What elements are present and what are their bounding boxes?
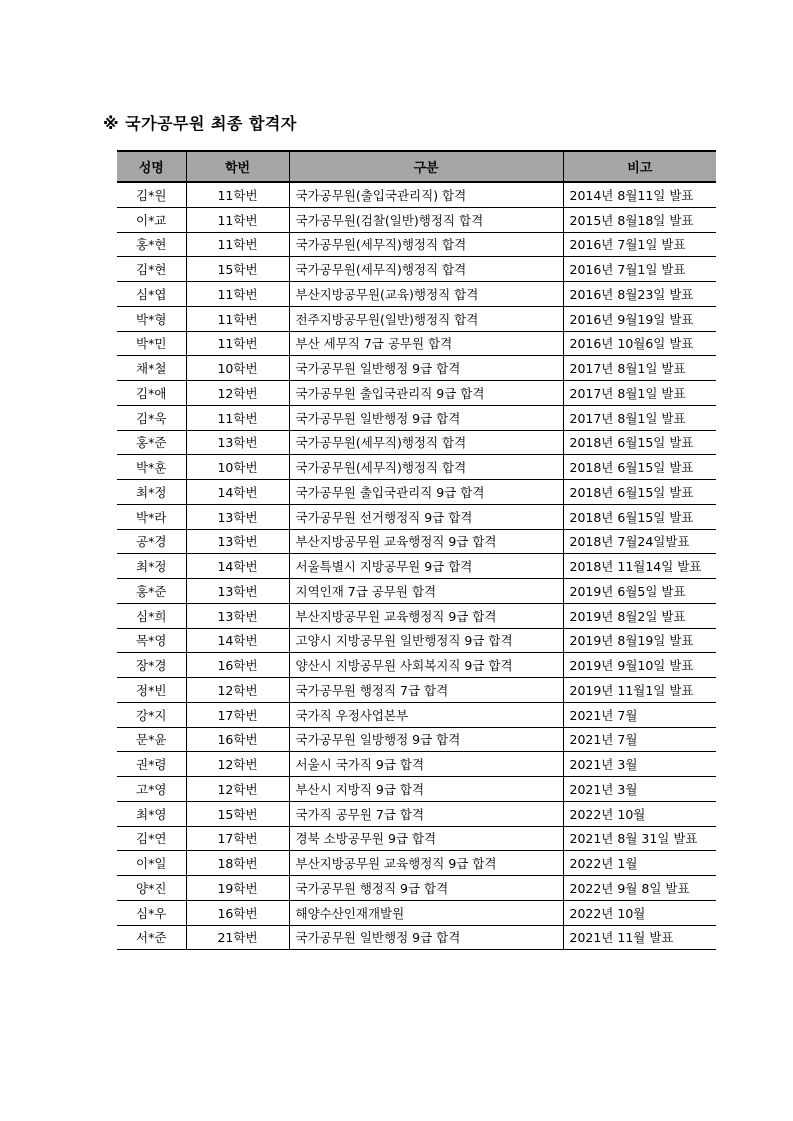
cell-category: 국가공무원 행정직 7급 합격 (289, 678, 563, 703)
cell-name: 김*원 (117, 182, 186, 207)
table-row (117, 702, 716, 727)
cell-name: 박*라 (117, 504, 186, 529)
table-row (117, 900, 716, 925)
cell-student-year: 16학번 (186, 653, 289, 678)
table-row (117, 876, 716, 901)
table-row (117, 752, 716, 777)
table-row (117, 777, 716, 802)
cell-note: 2019년 8월19일 발표 (563, 628, 716, 653)
cell-category: 국가공무원(출입국관리직) 합격 (289, 182, 563, 207)
cell-note: 2019년 8월2일 발표 (563, 603, 716, 628)
cell-student-year: 13학번 (186, 504, 289, 529)
cell-student-year: 11학번 (186, 232, 289, 257)
table-row (117, 405, 716, 430)
cell-name: 문*윤 (117, 727, 186, 752)
table-row (117, 480, 716, 505)
cell-name: 정*빈 (117, 678, 186, 703)
cell-student-year: 11학번 (186, 331, 289, 356)
column-header-note: 비고 (563, 151, 716, 182)
cell-student-year: 11학번 (186, 405, 289, 430)
cell-note: 2017년 8월1일 발표 (563, 356, 716, 381)
cell-student-year: 13학번 (186, 529, 289, 554)
cell-name: 김*연 (117, 826, 186, 851)
cell-note: 2014년 8월11일 발표 (563, 182, 716, 207)
table-header (117, 151, 716, 182)
cell-name: 김*욱 (117, 405, 186, 430)
cell-note: 2021년 7월 (563, 702, 716, 727)
table-row (117, 851, 716, 876)
table-row (117, 529, 716, 554)
table-row (117, 257, 716, 282)
cell-note: 2016년 10월6일 발표 (563, 331, 716, 356)
cell-student-year: 19학번 (186, 876, 289, 901)
cell-student-year: 14학번 (186, 480, 289, 505)
header-row (117, 151, 716, 182)
table-row (117, 727, 716, 752)
cell-note: 2022년 10월 (563, 900, 716, 925)
column-header-category: 구분 (289, 151, 563, 182)
cell-note: 2021년 11월 발표 (563, 925, 716, 950)
cell-student-year: 17학번 (186, 826, 289, 851)
table-row (117, 628, 716, 653)
cell-name: 심*엽 (117, 282, 186, 307)
cell-student-year: 13학번 (186, 579, 289, 604)
table-row (117, 603, 716, 628)
cell-category: 국가공무원 출입국관리직 9급 합격 (289, 480, 563, 505)
cell-category: 국가공무원 행정직 9급 합격 (289, 876, 563, 901)
cell-category: 국가공무원(검찰(일반)행정직 합격 (289, 207, 563, 232)
table-row (117, 232, 716, 257)
passers-table (117, 150, 716, 950)
cell-note: 2016년 7월1일 발표 (563, 232, 716, 257)
cell-note: 2018년 6월15일 발표 (563, 504, 716, 529)
table-row (117, 331, 716, 356)
cell-note: 2018년 7월24일발표 (563, 529, 716, 554)
cell-category: 국가공무원 출입국관리직 9급 합격 (289, 381, 563, 406)
cell-name: 김*애 (117, 381, 186, 406)
table-row (117, 801, 716, 826)
cell-category: 고양시 지방공무원 일반행정직 9급 합격 (289, 628, 563, 653)
table-row (117, 653, 716, 678)
cell-student-year: 10학번 (186, 356, 289, 381)
cell-name: 심*희 (117, 603, 186, 628)
cell-note: 2019년 11월1일 발표 (563, 678, 716, 703)
cell-note: 2021년 7월 (563, 727, 716, 752)
cell-category: 지역인재 7급 공무원 합격 (289, 579, 563, 604)
table-row (117, 504, 716, 529)
cell-name: 이*일 (117, 851, 186, 876)
cell-student-year: 15학번 (186, 257, 289, 282)
cell-category: 국가공무원(세무직)행정직 합격 (289, 430, 563, 455)
cell-category: 부산지방공무원 교육행정직 9급 합격 (289, 529, 563, 554)
table-row (117, 925, 716, 950)
cell-name: 이*교 (117, 207, 186, 232)
cell-note: 2018년 11월14일 발표 (563, 554, 716, 579)
table-row (117, 455, 716, 480)
cell-student-year: 11학번 (186, 182, 289, 207)
cell-category: 부산시 지방직 9급 합격 (289, 777, 563, 802)
cell-note: 2021년 8월 31일 발표 (563, 826, 716, 851)
cell-name: 최*영 (117, 801, 186, 826)
cell-student-year: 17학번 (186, 702, 289, 727)
cell-category: 부산지방공무원 교육행정직 9급 합격 (289, 851, 563, 876)
cell-name: 심*우 (117, 900, 186, 925)
cell-category: 국가직 우정사업본부 (289, 702, 563, 727)
column-header-name: 성명 (117, 151, 186, 182)
cell-name: 박*형 (117, 306, 186, 331)
cell-note: 2022년 1월 (563, 851, 716, 876)
cell-note: 2016년 8월23일 발표 (563, 282, 716, 307)
cell-note: 2018년 6월15일 발표 (563, 480, 716, 505)
cell-name: 박*민 (117, 331, 186, 356)
table-body (117, 182, 716, 950)
cell-name: 공*경 (117, 529, 186, 554)
cell-category: 해양수산인재개발원 (289, 900, 563, 925)
cell-category: 국가공무원(세무직)행정직 합격 (289, 455, 563, 480)
cell-name: 홍*준 (117, 430, 186, 455)
table-row (117, 306, 716, 331)
cell-student-year: 10학번 (186, 455, 289, 480)
table-row (117, 381, 716, 406)
cell-name: 홍*준 (117, 579, 186, 604)
cell-category: 경북 소방공무원 9급 합격 (289, 826, 563, 851)
cell-category: 국가공무원 일반행정 9급 합격 (289, 405, 563, 430)
cell-name: 채*철 (117, 356, 186, 381)
cell-note: 2016년 7월1일 발표 (563, 257, 716, 282)
cell-note: 2017년 8월1일 발표 (563, 381, 716, 406)
cell-category: 국가직 공무원 7급 합격 (289, 801, 563, 826)
cell-note: 2022년 10월 (563, 801, 716, 826)
cell-category: 국가공무원 일반행정 9급 합격 (289, 356, 563, 381)
table-row (117, 207, 716, 232)
cell-category: 국가공무원 선거행정직 9급 합격 (289, 504, 563, 529)
cell-name: 양*진 (117, 876, 186, 901)
cell-student-year: 18학번 (186, 851, 289, 876)
cell-note: 2016년 9월19일 발표 (563, 306, 716, 331)
cell-name: 서*준 (117, 925, 186, 950)
cell-student-year: 11학번 (186, 306, 289, 331)
table-row (117, 579, 716, 604)
cell-name: 권*령 (117, 752, 186, 777)
cell-student-year: 16학번 (186, 900, 289, 925)
cell-category: 서울시 국가직 9급 합격 (289, 752, 563, 777)
cell-note: 2018년 6월15일 발표 (563, 455, 716, 480)
cell-name: 홍*현 (117, 232, 186, 257)
cell-student-year: 12학번 (186, 752, 289, 777)
cell-name: 목*영 (117, 628, 186, 653)
cell-name: 최*정 (117, 554, 186, 579)
cell-category: 국가공무원 일방행정 9급 합격 (289, 727, 563, 752)
cell-name: 고*영 (117, 777, 186, 802)
cell-category: 양산시 지방공무원 사회복지직 9급 합격 (289, 653, 563, 678)
cell-student-year: 16학번 (186, 727, 289, 752)
cell-category: 국가공무원 일반행정 9급 합격 (289, 925, 563, 950)
table-row (117, 182, 716, 207)
cell-student-year: 21학번 (186, 925, 289, 950)
cell-note: 2015년 8월18일 발표 (563, 207, 716, 232)
table-row (117, 678, 716, 703)
cell-student-year: 11학번 (186, 282, 289, 307)
cell-student-year: 13학번 (186, 603, 289, 628)
cell-name: 강*지 (117, 702, 186, 727)
cell-student-year: 13학번 (186, 430, 289, 455)
cell-note: 2021년 3월 (563, 777, 716, 802)
table-row (117, 826, 716, 851)
cell-note: 2022년 9월 8일 발표 (563, 876, 716, 901)
cell-note: 2017년 8월1일 발표 (563, 405, 716, 430)
cell-name: 장*경 (117, 653, 186, 678)
cell-category: 부산 세무직 7급 공무원 합격 (289, 331, 563, 356)
cell-student-year: 12학번 (186, 678, 289, 703)
table-row (117, 282, 716, 307)
cell-category: 부산지방공무원 교육행정직 9급 합격 (289, 603, 563, 628)
cell-category: 국가공무원(세무직)행정직 합격 (289, 257, 563, 282)
column-header-year: 학번 (186, 151, 289, 182)
cell-category: 전주지방공무원(일반)행정직 합격 (289, 306, 563, 331)
cell-name: 김*현 (117, 257, 186, 282)
table-row (117, 554, 716, 579)
cell-student-year: 12학번 (186, 381, 289, 406)
table-row (117, 430, 716, 455)
cell-category: 서울특별시 지방공무원 9급 합격 (289, 554, 563, 579)
cell-name: 박*훈 (117, 455, 186, 480)
cell-category: 부산지방공무원(교육)행정직 합격 (289, 282, 563, 307)
cell-student-year: 11학번 (186, 207, 289, 232)
table-row (117, 356, 716, 381)
cell-student-year: 14학번 (186, 554, 289, 579)
cell-student-year: 12학번 (186, 777, 289, 802)
cell-category: 국가공무원(세무직)행정직 합격 (289, 232, 563, 257)
cell-note: 2021년 3월 (563, 752, 716, 777)
document-title: ※ 국가공무원 최종 합격자 (103, 114, 297, 133)
cell-name: 최*정 (117, 480, 186, 505)
cell-note: 2018년 6월15일 발표 (563, 430, 716, 455)
cell-note: 2019년 6월5일 발표 (563, 579, 716, 604)
cell-student-year: 14학번 (186, 628, 289, 653)
cell-student-year: 15학번 (186, 801, 289, 826)
cell-note: 2019년 9월10일 발표 (563, 653, 716, 678)
